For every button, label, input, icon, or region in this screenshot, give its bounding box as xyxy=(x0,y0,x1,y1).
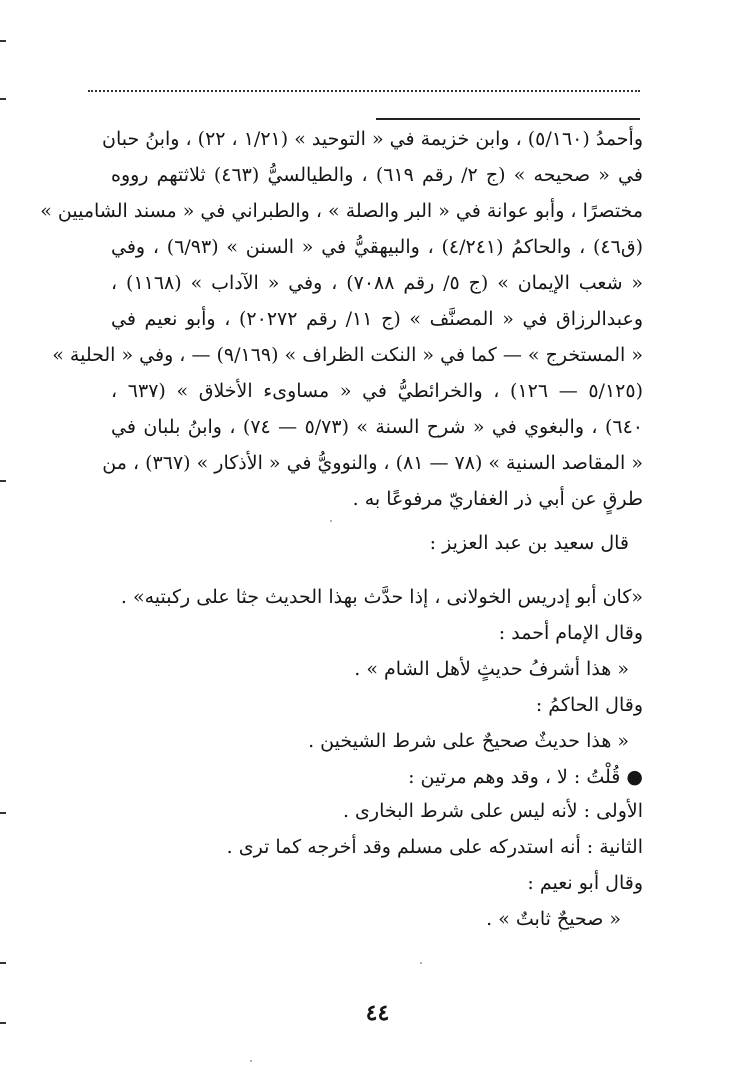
second-reason: الثانية : أنه استدركه على مسلم وقد أخرجه كما ترى . xyxy=(226,836,643,858)
scan-edge-mark xyxy=(0,812,6,814)
scan-edge-mark xyxy=(0,1022,6,1024)
said-ahmad: وقال الإمام أحمد : xyxy=(498,622,643,644)
quote-abu-nuaim: « صحيحٌ ثابتٌ » . xyxy=(486,908,621,930)
page-number: ٤٤ xyxy=(365,1000,390,1026)
footnote-rule xyxy=(376,118,640,120)
said-hakim: وقال الحاكمُ : xyxy=(535,694,643,716)
scan-speck xyxy=(250,1060,252,1062)
footnote-line-10: « المقاصد السنية » (٧٨ — ٨١) ، والنوويُّ في « الأذكار » (٣٦٧) ، من xyxy=(102,452,643,474)
scan-speck xyxy=(560,930,562,932)
footnote-line-5: « شعب الإيمان » (ج ٥/ رقم ٧٠٨٨) ، وفي « الآداب » (١١٦٨) ، xyxy=(111,272,643,294)
dotted-separator xyxy=(88,90,640,92)
scan-edge-mark xyxy=(0,480,6,482)
footnote-line-7: « المستخرج » — كما في « النكت الظراف » (٩/١٦٩) — ، وفي « الحلية » xyxy=(52,344,643,366)
scan-edge-mark xyxy=(0,962,6,964)
said-abu-nuaim: وقال أبو نعيم : xyxy=(527,872,643,894)
footnote-line-3: مختصرًا ، وأبو عوانة في « البر والصلة » ، والطبراني في « مسند الشاميين » xyxy=(40,200,643,222)
footnote-line-2: في « صحيحه » (ج ٢/ رقم ٦١٩) ، والطيالسيُّ (٤٦٣) ثلاثتهم رووه xyxy=(111,164,643,186)
scan-speck xyxy=(330,520,332,522)
qultu-line: ● قُلْتُ : لا ، وقد وهم مرتين : xyxy=(408,766,643,788)
footnote-line-11: طرقٍ عن أبي ذر الغفاريّ مرفوعًا به . xyxy=(352,488,643,510)
footnote-line-8: (٥/١٢٥ — ١٢٦) ، والخرائطيُّ في « مساوىء الأخلاق » (٦٣٧ ، xyxy=(111,380,643,402)
quote-saeed: «كان أبو إدريس الخولانى ، إذا حدَّث بهذا الحديث جثا على ركبتيه» . xyxy=(120,586,643,608)
scan-edge-mark xyxy=(0,40,6,42)
scan-edge-mark xyxy=(0,98,6,100)
footnote-line-6: وعبدالرزاق في « المصنَّف » (ج ١١/ رقم ٢٠٢٧٢) ، وأبو نعيم في xyxy=(111,308,643,330)
footnote-line-4: (ق٤٦) ، والحاكمُ (٤/٢٤١) ، والبيهقيُّ في « السنن » (٦/٩٣) ، وفي xyxy=(111,236,643,258)
scan-speck xyxy=(420,962,422,964)
footnote-line-1: وأحمدُ (٥/١٦٠) ، وابن خزيمة في « التوحيد » (١/٢١ ، ٢٢) ، وابنُ حبان xyxy=(101,128,643,150)
footnote-line-9: ٦٤٠) ، والبغوي في « شرح السنة » (٥/٧٣ — ٧٤) ، وابنُ بلبان في xyxy=(111,416,643,438)
first-reason: الأولى : لأنه ليس على شرط البخارى . xyxy=(342,800,643,822)
said-saeed: قال سعيد بن عبد العزيز : xyxy=(429,532,629,554)
quote-hakim: « هذا حديثٌ صحيحٌ على شرط الشيخين . xyxy=(308,730,629,752)
quote-ahmad: « هذا أشرفُ حديثٍ لأهل الشام » . xyxy=(354,658,629,680)
